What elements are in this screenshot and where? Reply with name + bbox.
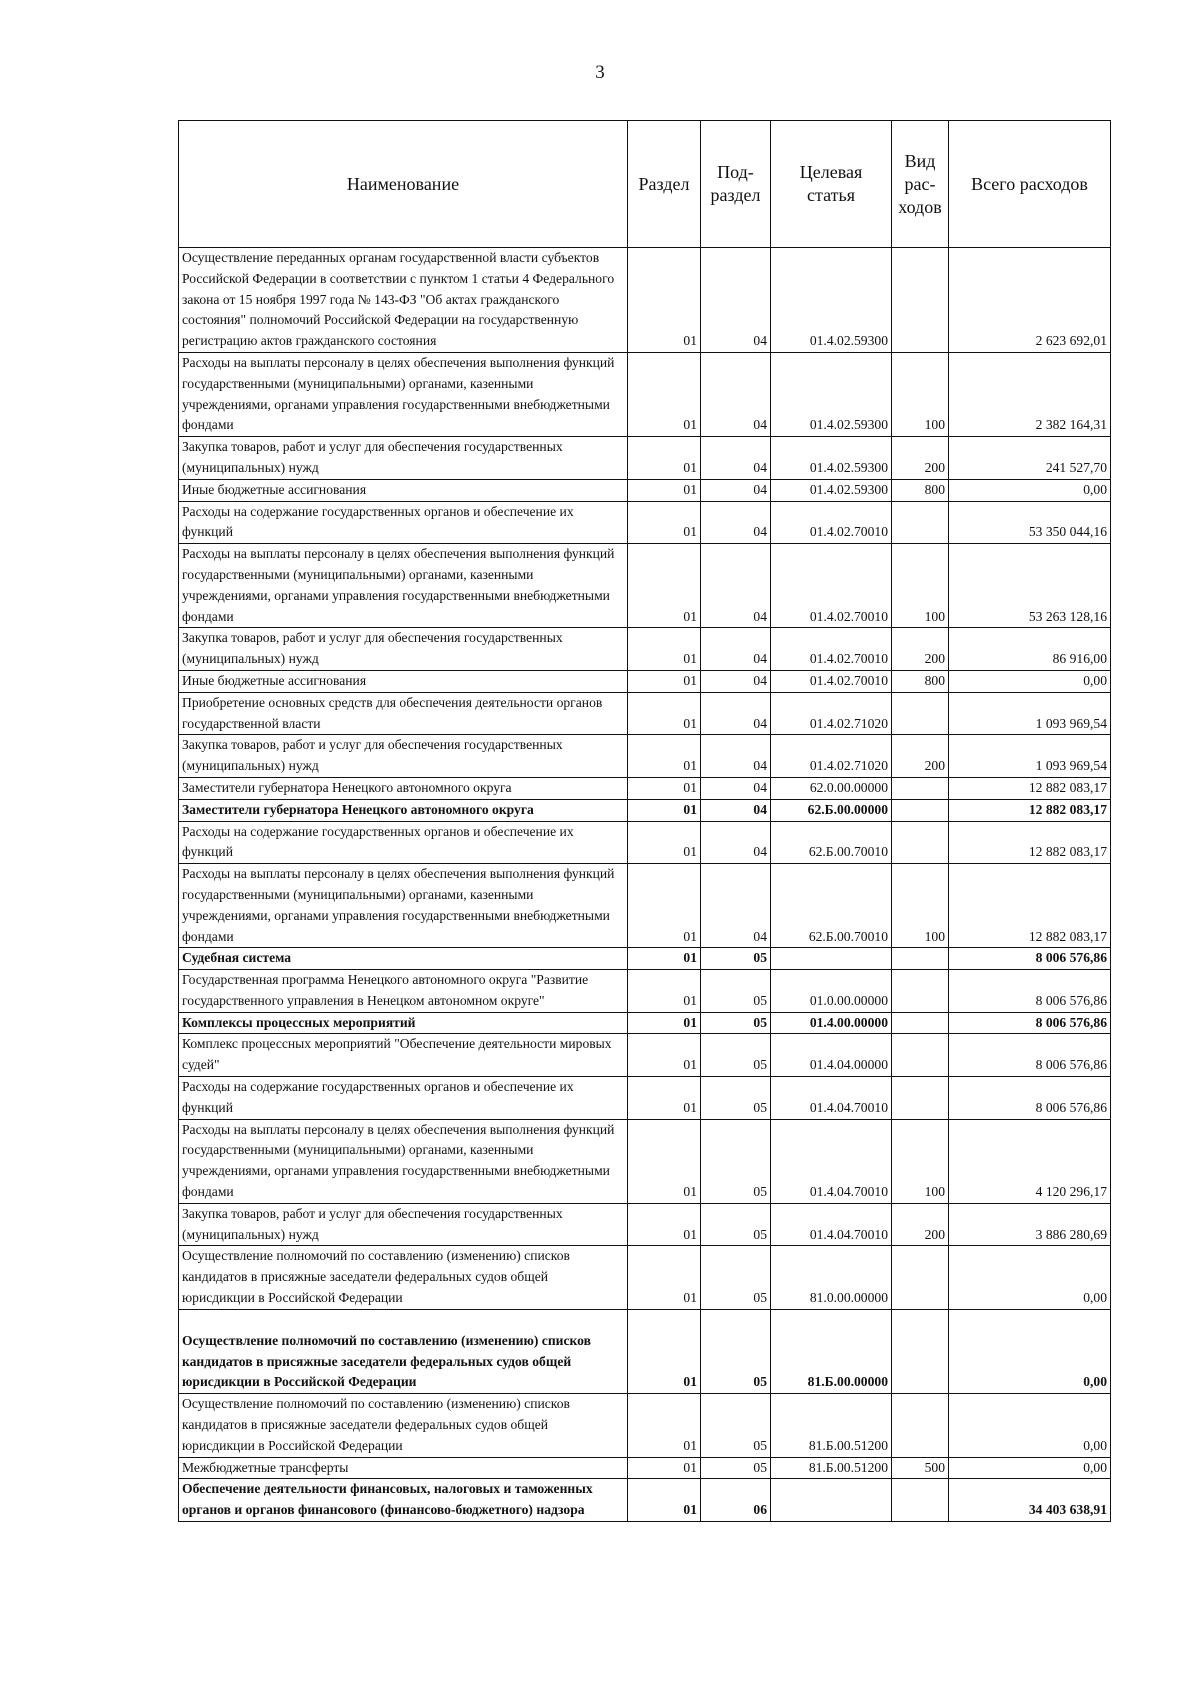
row-name: Обеспечение деятельности финансовых, налоговых и таможенных органов и органов финансового (финансово-бюджетного) надзора [179,1479,628,1522]
table-row [179,1457,1111,1479]
row-name: Расходы на содержание государственных органов и обеспечение их функций [179,1077,628,1120]
header-target: Целевая статья [771,121,892,248]
header-section: Раздел [628,121,701,248]
row-total: 1 093 969,54 [949,692,1111,735]
row-section: 01 [628,1309,701,1393]
row-section: 01 [628,352,701,436]
row-total: 2 382 164,31 [949,352,1111,436]
row-expense-type [892,248,949,353]
row-total: 53 263 128,16 [949,544,1111,628]
row-target: 01.4.02.59300 [771,248,892,353]
row-total: 12 882 083,17 [949,864,1111,948]
row-subsection: 05 [701,1203,771,1246]
table-row [179,692,1111,735]
budget-table [178,120,1111,1522]
row-target: 01.4.04.00000 [771,1034,892,1077]
table-row [179,1012,1111,1034]
row-total: 8 006 576,86 [949,1034,1111,1077]
row-subsection: 05 [701,1246,771,1309]
row-section: 01 [628,501,701,544]
row-subsection: 04 [701,799,771,821]
table-row [179,437,1111,480]
table-row [179,1479,1111,1522]
row-subsection: 04 [701,437,771,480]
row-subsection: 04 [701,692,771,735]
table-row [179,1119,1111,1203]
row-section: 01 [628,670,701,692]
row-total: 53 350 044,16 [949,501,1111,544]
header-expense-type: Вид рас- ходов [892,121,949,248]
row-target: 01.0.00.00000 [771,970,892,1013]
row-target: 81.Б.00.51200 [771,1394,892,1457]
row-subsection: 04 [701,821,771,864]
row-name: Закупка товаров, работ и услуг для обеспечения государственных (муниципальных) нужд [179,735,628,778]
row-subsection: 04 [701,670,771,692]
row-subsection: 05 [701,1309,771,1393]
row-total: 0,00 [949,1394,1111,1457]
row-total: 3 886 280,69 [949,1203,1111,1246]
row-total: 8 006 576,86 [949,970,1111,1013]
row-subsection: 05 [701,1012,771,1034]
row-subsection: 04 [701,628,771,671]
row-total: 12 882 083,17 [949,821,1111,864]
row-total: 12 882 083,17 [949,777,1111,799]
row-section: 01 [628,1119,701,1203]
row-expense-type [892,692,949,735]
row-total: 0,00 [949,1309,1111,1393]
row-name: Комплексы процессных мероприятий [179,1012,628,1034]
row-target: 01.4.02.70010 [771,501,892,544]
row-expense-type [892,1077,949,1120]
row-section: 01 [628,799,701,821]
row-subsection: 04 [701,544,771,628]
row-section: 01 [628,628,701,671]
row-total: 0,00 [949,1246,1111,1309]
row-section: 01 [628,1457,701,1479]
table-row [179,544,1111,628]
table-row [179,352,1111,436]
table-row [179,777,1111,799]
row-name: Заместители губернатора Ненецкого автономного округа [179,799,628,821]
row-target: 01.4.02.71020 [771,735,892,778]
row-name: Расходы на содержание государственных органов и обеспечение их функций [179,501,628,544]
page-number: 3 [595,62,605,83]
row-total: 1 093 969,54 [949,735,1111,778]
row-expense-type: 800 [892,479,949,501]
row-expense-type: 100 [892,544,949,628]
row-expense-type [892,1479,949,1522]
row-total: 0,00 [949,1457,1111,1479]
row-total: 12 882 083,17 [949,799,1111,821]
row-target: 01.4.02.59300 [771,352,892,436]
table-row [179,821,1111,864]
table-row [179,970,1111,1013]
row-subsection: 04 [701,352,771,436]
row-subsection: 04 [701,479,771,501]
row-target: 01.4.02.70010 [771,670,892,692]
table-row [179,479,1111,501]
row-section: 01 [628,1203,701,1246]
row-subsection: 04 [701,777,771,799]
row-section: 01 [628,864,701,948]
row-target: 01.4.04.70010 [771,1077,892,1120]
row-name: Иные бюджетные ассигнования [179,479,628,501]
row-total: 8 006 576,86 [949,1077,1111,1120]
row-name: Закупка товаров, работ и услуг для обеспечения государственных (муниципальных) нужд [179,1203,628,1246]
table-row [179,628,1111,671]
row-name: Закупка товаров, работ и услуг для обеспечения государственных (муниципальных) нужд [179,437,628,480]
row-name: Расходы на выплаты персоналу в целях обеспечения выполнения функций государственными (муниципальными) органами, казенными учреждениями, органами управления государственными внебюджетными фондами [179,544,628,628]
header-name: Наименование [179,121,628,248]
row-expense-type [892,1394,949,1457]
row-target: 01.4.02.70010 [771,544,892,628]
row-expense-type [892,799,949,821]
row-target: 01.4.00.00000 [771,1012,892,1034]
row-target: 01.4.02.71020 [771,692,892,735]
row-name: Осуществление полномочий по составлению (изменению) списков кандидатов в присяжные заседатели федеральных судов общей юрисдикции в Российской Федерации [179,1246,628,1309]
row-target: 62.Б.00.00000 [771,799,892,821]
row-target: 01.4.02.59300 [771,437,892,480]
table-body [179,248,1111,1522]
row-expense-type: 100 [892,352,949,436]
row-expense-type [892,501,949,544]
row-section: 01 [628,821,701,864]
row-total: 4 120 296,17 [949,1119,1111,1203]
row-name: Государственная программа Ненецкого автономного округа "Развитие государственного управления в Ненецком автономном округе" [179,970,628,1013]
row-expense-type [892,970,949,1013]
table-row [179,735,1111,778]
row-subsection: 04 [701,248,771,353]
row-section: 01 [628,1246,701,1309]
row-expense-type [892,1246,949,1309]
row-subsection: 06 [701,1479,771,1522]
row-section: 01 [628,692,701,735]
row-target: 62.Б.00.70010 [771,821,892,864]
row-subsection: 04 [701,501,771,544]
row-expense-type: 100 [892,864,949,948]
table-row [179,1034,1111,1077]
row-section: 01 [628,948,701,970]
row-name: Иные бюджетные ассигнования [179,670,628,692]
row-target: 01.4.04.70010 [771,1119,892,1203]
row-expense-type [892,1309,949,1393]
row-section: 01 [628,735,701,778]
row-target: 01.4.02.70010 [771,628,892,671]
row-subsection: 05 [701,1034,771,1077]
row-total: 8 006 576,86 [949,1012,1111,1034]
row-target: 62.0.00.00000 [771,777,892,799]
row-subsection: 05 [701,1457,771,1479]
row-subsection: 05 [701,1119,771,1203]
row-section: 01 [628,437,701,480]
row-subsection: 05 [701,970,771,1013]
table-row [179,248,1111,353]
table-row [179,1077,1111,1120]
row-name: Судебная система [179,948,628,970]
row-name: Расходы на выплаты персоналу в целях обеспечения выполнения функций государственными (муниципальными) органами, казенными учреждениями, органами управления государственными внебюджетными фондами [179,1119,628,1203]
row-total: 0,00 [949,479,1111,501]
table-header-row [179,121,1111,248]
row-subsection: 04 [701,735,771,778]
header-total: Всего расходов [949,121,1111,248]
row-total: 86 916,00 [949,628,1111,671]
row-expense-type [892,948,949,970]
row-section: 01 [628,1012,701,1034]
row-subsection: 05 [701,1077,771,1120]
row-subsection: 05 [701,948,771,970]
table-row [179,1394,1111,1457]
table-row [179,1246,1111,1309]
row-target: 62.Б.00.70010 [771,864,892,948]
row-target: 81.Б.00.00000 [771,1309,892,1393]
row-name: Приобретение основных средств для обеспечения деятельности органов государственной власти [179,692,628,735]
table-row [179,501,1111,544]
row-section: 01 [628,970,701,1013]
row-section: 01 [628,544,701,628]
row-target: 01.4.04.70010 [771,1203,892,1246]
header-subsection: Под- раздел [701,121,771,248]
row-name: Закупка товаров, работ и услуг для обеспечения государственных (муниципальных) нужд [179,628,628,671]
row-expense-type [892,1012,949,1034]
table-row [179,1309,1111,1393]
row-name: Заместители губернатора Ненецкого автономного округа [179,777,628,799]
row-name: Расходы на выплаты персоналу в целях обеспечения выполнения функций государственными (муниципальными) органами, казенными учреждениями, органами управления государственными внебюджетными фондами [179,352,628,436]
row-target [771,1479,892,1522]
row-subsection: 05 [701,1394,771,1457]
row-target: 81.Б.00.51200 [771,1457,892,1479]
table-row [179,670,1111,692]
row-target: 81.0.00.00000 [771,1246,892,1309]
row-expense-type [892,777,949,799]
row-name: Осуществление полномочий по составлению (изменению) списков кандидатов в присяжные заседатели федеральных судов общей юрисдикции в Российской Федерации [179,1309,628,1393]
row-section: 01 [628,248,701,353]
row-section: 01 [628,1479,701,1522]
table-row [179,864,1111,948]
row-name: Межбюджетные трансферты [179,1457,628,1479]
row-expense-type: 100 [892,1119,949,1203]
table-row [179,948,1111,970]
row-expense-type: 800 [892,670,949,692]
row-target [771,948,892,970]
row-expense-type: 200 [892,735,949,778]
row-expense-type: 500 [892,1457,949,1479]
row-subsection: 04 [701,864,771,948]
row-name: Комплекс процессных мероприятий "Обеспечение деятельности мировых судей" [179,1034,628,1077]
row-target: 01.4.02.59300 [771,479,892,501]
row-section: 01 [628,1077,701,1120]
row-expense-type: 200 [892,628,949,671]
row-expense-type [892,821,949,864]
row-name: Расходы на выплаты персоналу в целях обеспечения выполнения функций государственными (муниципальными) органами, казенными учреждениями, органами управления государственными внебюджетными фондами [179,864,628,948]
table-row [179,799,1111,821]
row-total: 8 006 576,86 [949,948,1111,970]
row-section: 01 [628,1394,701,1457]
row-name: Осуществление переданных органам государственной власти субъектов Российской Федерации в соответствии с пунктом 1 статьи 4 Федерального закона от 15 ноября 1997 года № 143-ФЗ "Об актах гражданского состояния" полномочий Российской Федерации на государственную регистрацию актов гражданского состояния [179,248,628,353]
row-expense-type: 200 [892,1203,949,1246]
table-row [179,1203,1111,1246]
row-total: 241 527,70 [949,437,1111,480]
row-expense-type: 200 [892,437,949,480]
row-total: 2 623 692,01 [949,248,1111,353]
row-section: 01 [628,777,701,799]
row-name: Расходы на содержание государственных органов и обеспечение их функций [179,821,628,864]
row-expense-type [892,1034,949,1077]
row-total: 34 403 638,91 [949,1479,1111,1522]
row-section: 01 [628,479,701,501]
row-name: Осуществление полномочий по составлению (изменению) списков кандидатов в присяжные заседатели федеральных судов общей юрисдикции в Российской Федерации [179,1394,628,1457]
row-section: 01 [628,1034,701,1077]
row-total: 0,00 [949,670,1111,692]
